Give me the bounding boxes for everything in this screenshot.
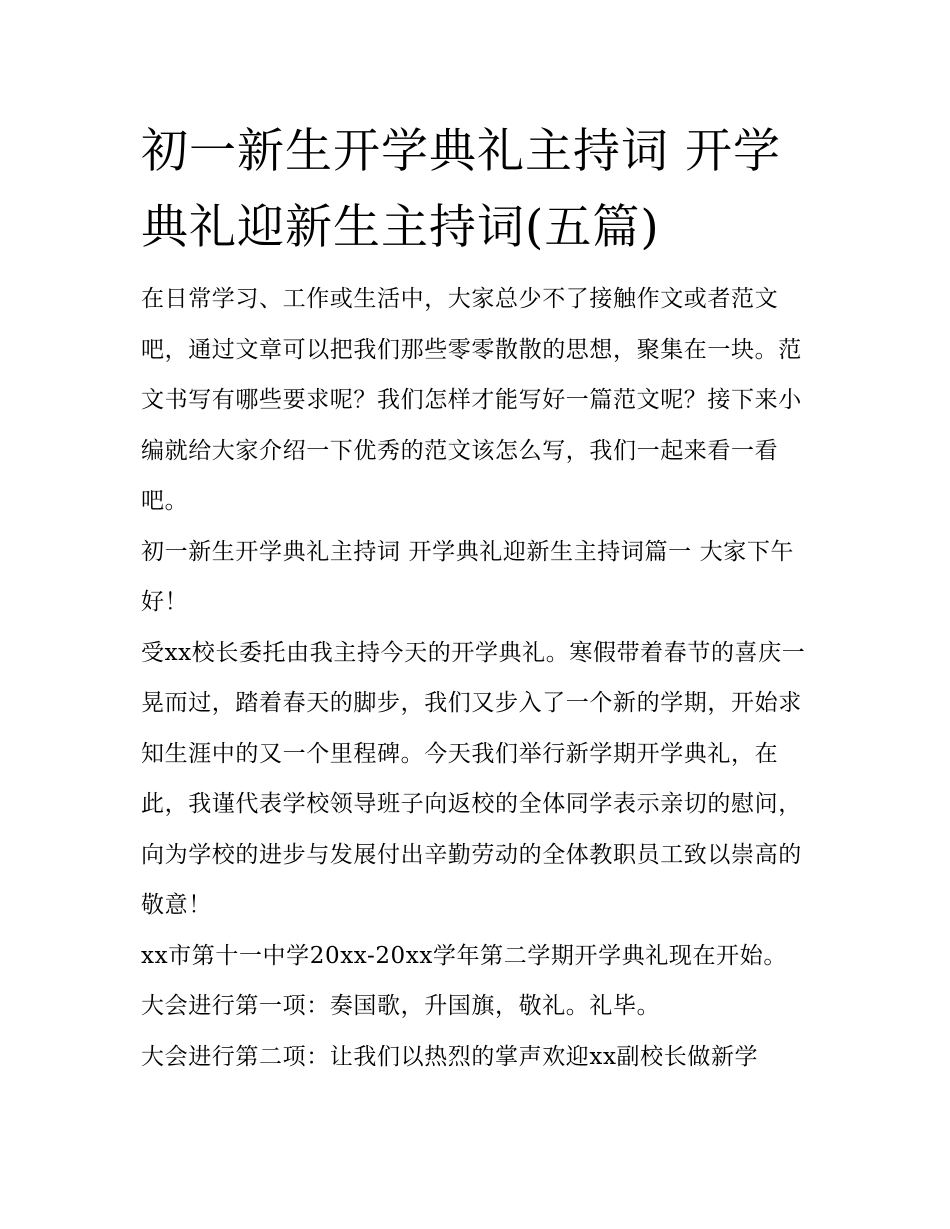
agenda-item-2: 大会进行第二项：让我们以热烈的掌声欢迎xx副校长做新学 (141, 1043, 759, 1070)
announcement-paragraph: xx市第十一中学20xx-20xx学年第二学期开学典礼现在开始。 (141, 942, 787, 969)
section-heading-paragraph: 初一新生开学典礼主持词 开学典礼迎新生主持词篇一 大家下午好！ (141, 538, 795, 615)
intro-paragraph: 在日常学习、工作或生活中，大家总少不了接触作文或者范文吧，通过文章可以把我们那些零零散散的思想，聚集在一块。范文书写有哪些要求呢？我们怎样才能写好一篇范文呢？接下来小编就给大家介绍一下优秀的范文该怎么写，我们一起来看一看吧。 (141, 286, 802, 514)
opening-paragraph: 受xx校长委托由我主持今天的开学典礼。寒假带着春节的喜庆一晃而过，踏着春天的脚步，我们又步入了一个新的学期，开始求知生涯中的又一个里程碑。今天我们举行新学期开学典礼，在此，我谨代表学校领导班子向返校的全体同学表示亲切的慰问，向为学校的进步与发展付出辛勤劳动的全体教职员工致以崇高的敬意！ (141, 639, 806, 918)
document-page (141, 114, 821, 1082)
agenda-item-1: 大会进行第一项：奏国歌，升国旗，敬礼。礼毕。 (141, 993, 661, 1019)
document-title: 初一新生开学典礼主持词 开学典礼迎新生主持词(五篇) (141, 124, 781, 255)
